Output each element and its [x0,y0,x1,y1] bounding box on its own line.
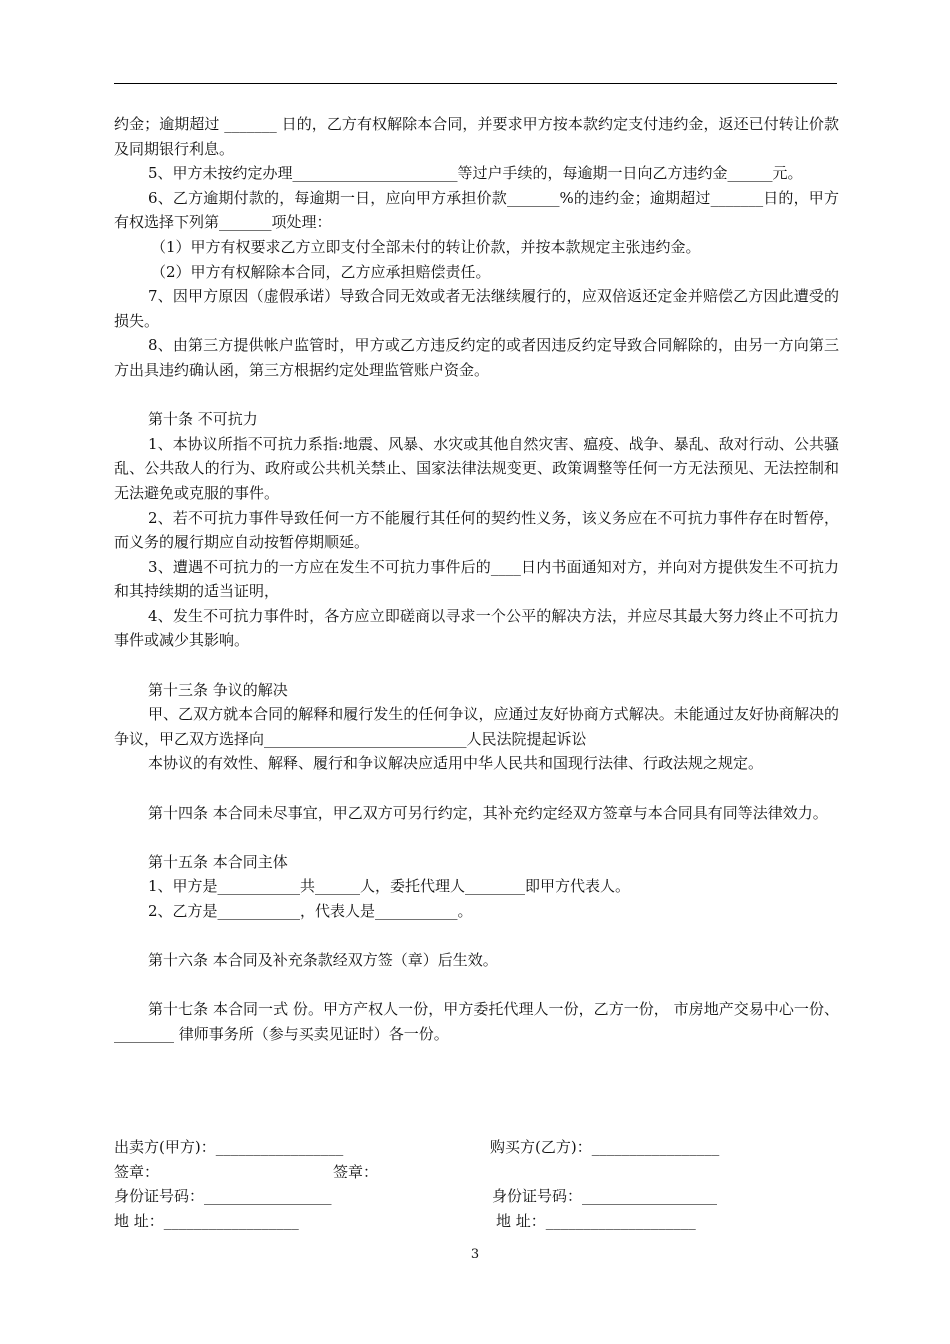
paragraph: 本协议的有效性、解释、履行和争议解决应适用中华人民共和国现行法律、行政法规之规定。 [148,754,764,773]
id-left-label: 身份证号码：_________________ [114,1187,332,1206]
paragraph: 甲、乙双方就本合同的解释和履行发生的任何争议，应通过友好协商方式解决。未能通过友好协商解决的争议，甲乙双方选择向___________________________人民法院提起诉讼 [114,705,839,748]
paragraph: 1、甲方是___________共______人，委托代理人________即甲方代表人。 [148,877,631,896]
address-right-label: 地 址：____________________ [496,1211,696,1230]
blank-line [114,825,839,850]
section-heading: 第十五条 本合同主体 [148,852,288,871]
address-left-label: 地 址：__________________ [114,1211,299,1230]
blank-line [114,973,839,998]
paragraph: （2）甲方有权解除本合同，乙方应承担赔偿责任。 [151,262,491,281]
section-heading: 第十四条 本合同未尽事宜，甲乙双方可另行约定，其补充约定经双方签章与本合同具有同等法律效力。 [148,803,828,822]
section-heading: 第十三条 争议的解决 [148,680,288,699]
blank-line [114,924,839,949]
paragraph: 约金；逾期超过 _______ 日的，乙方有权解除本合同，并要求甲方按本款约定支付违约金，返还已付转让价款及同期银行利息。 [114,115,839,158]
seal-left-label: 签章： [114,1162,160,1181]
paragraph: （1）甲方有权要求乙方立即支付全部未付的转让价款，并按本款规定主张违约金。 [151,237,701,256]
blank-line [114,776,839,801]
contract-body [114,112,839,1047]
blank-line [114,383,839,408]
page-number: 3 [470,1247,480,1262]
buyer-label: 购买方(乙方)：_________________ [490,1138,720,1156]
section-heading: 第十七条 本合同一式 份。甲方产权人一份，甲方委托代理人一份，乙方一份， 市房地产交易中心一份、________ 律师事务所（参与买卖见证时）各一份。 [114,1000,839,1043]
signature-block [114,1135,839,1233]
section-heading: 第十条 不可抗力 [148,410,258,429]
blank-line [114,653,839,678]
paragraph: 6、乙方逾期付款的，每逾期一日，应向甲方承担价款_______%的违约金；逾期超过_______日的，甲方有权选择下列第_______项处理： [114,188,839,232]
signature-row-address [114,1209,839,1234]
seller-label: 出卖方(甲方)：_________________ [114,1138,344,1156]
paragraph: 5、甲方未按约定办理______________________等过户手续的，每逾期一日向乙方违约金______元。 [148,164,803,183]
id-right-label: 身份证号码：__________________ [492,1187,718,1206]
paragraph: 3、遭遇不可抗力的一方应在发生不可抗力事件后的____日内书面通知对方，并向对方提供发生不可抗力和其持续期的适当证明， [114,557,839,601]
paragraph: 2、若不可抗力事件导致任何一方不能履行其任何的契约性义务，该义务应在不可抗力事件存在时暂停，而义务的履行期应自动按暂停期顺延。 [114,508,839,552]
paragraph: 7、因甲方原因（虚假承诺）导致合同无效或者无法继续履行的，应双倍返还定金并赔偿乙方因此遭受的损失。 [114,287,839,330]
header-rule [114,83,837,84]
signature-row-id [114,1184,839,1209]
section-heading: 第十六条 本合同及补充条款经双方签（章）后生效。 [148,951,498,970]
seal-right-label: 签章： [333,1162,379,1181]
signature-row-parties [114,1135,839,1160]
paragraph: 2、乙方是___________，代表人是___________。 [148,902,473,920]
signature-row-seal [114,1160,839,1185]
paragraph: 1、本协议所指不可抗力系指:地震、风暴、水灾或其他自然灾害、瘟疫、战争、暴乱、敌对行动、公共骚乱、公共敌人的行为、政府或公共机关禁止、国家法律法规变更、政策调整等任何一方无法预见、无法控制和无法避免或克服的事件。 [114,434,839,502]
paragraph: 8、由第三方提供帐户监管时，甲方或乙方违反约定的或者因违反约定导致合同解除的，由另一方向第三方出具违约确认函，第三方根据约定处理监管账户资金。 [114,336,839,379]
paragraph: 4、发生不可抗力事件时，各方应立即磋商以寻求一个公平的解决方法，并应尽其最大努力终止不可抗力事件或减少其影响。 [114,606,839,650]
